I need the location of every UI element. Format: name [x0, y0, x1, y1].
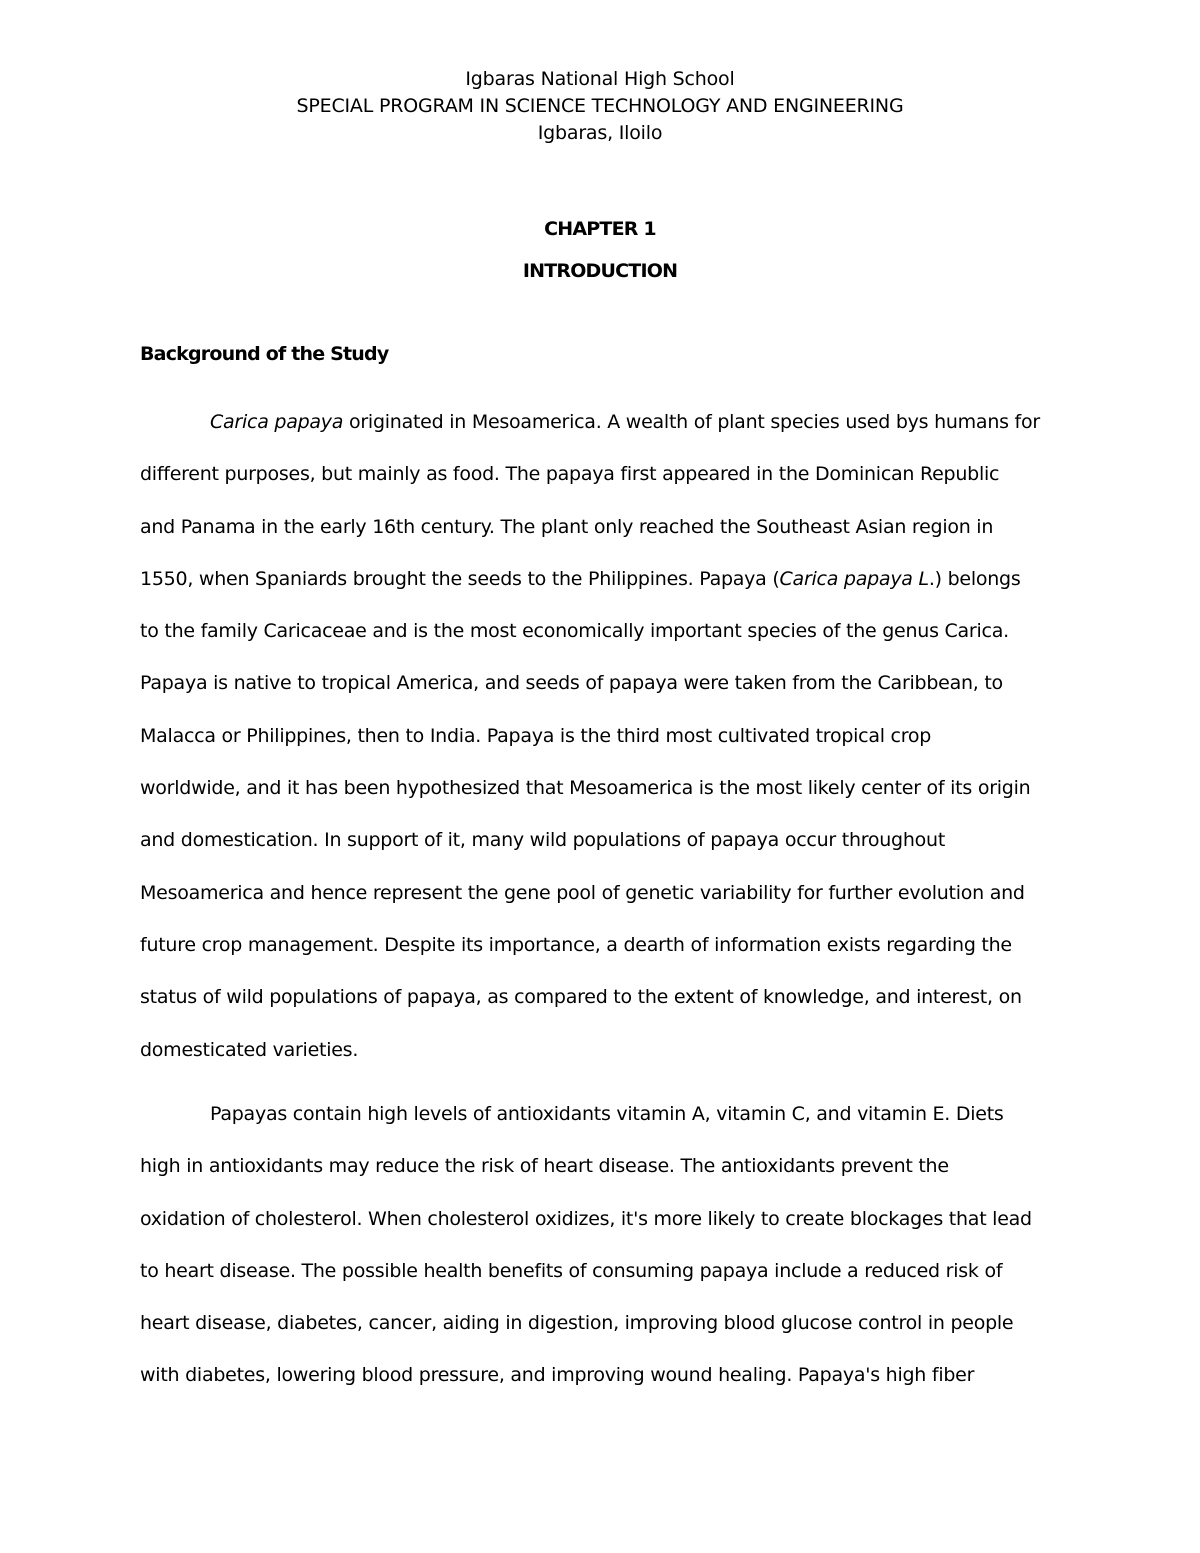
paragraph-line: future crop management. Despite its importance, a dearth of information exists regarding the: [140, 933, 1012, 956]
school-location: Igbaras, Iloilo: [537, 122, 663, 144]
program-name: SPECIAL PROGRAM IN SCIENCE TECHNOLOGY AND ENGINEERING: [296, 95, 904, 117]
paragraph-line: status of wild populations of papaya, as compared to the extent of knowledge, and interest, on: [140, 986, 1022, 1009]
paragraph-line: Mesoamerica and hence represent the gene pool of genetic variability for further evolution and: [140, 881, 1025, 904]
paragraph-line: heart disease, diabetes, cancer, aiding in digestion, improving blood glucose control in people: [140, 1312, 1014, 1335]
line-text: 1550, when Spaniards brought the seeds to the Philippines. Papaya (: [140, 567, 780, 590]
paragraph-line: Papayas contain high levels of antioxidants vitamin A, vitamin C, and vitamin E. Diets: [210, 1103, 1004, 1125]
paragraph-line: [140, 553, 1060, 605]
line-text: .) belongs: [928, 567, 1021, 590]
paragraph-line: to heart disease. The possible health benefits of consuming papaya include a reduced risk of: [140, 1259, 1003, 1282]
section-title: Background of the Study: [140, 343, 389, 365]
paragraph-line: worldwide, and it has been hypothesized that Mesoamerica is the most likely center of its origin: [140, 777, 1031, 800]
paragraph-line: domesticated varieties.: [140, 1038, 359, 1061]
paragraph-line: Malacca or Philippines, then to India. Papaya is the third most cultivated tropical crop: [140, 724, 932, 747]
paragraph-line: [140, 396, 1060, 448]
school-name: Igbaras National High School: [465, 68, 735, 90]
paragraph-line: with diabetes, lowering blood pressure, and improving wound healing. Papaya's high fiber: [140, 1364, 975, 1387]
paragraph-line: and domestication. In support of it, many wild populations of papaya occur throughout: [140, 829, 946, 852]
italic-species-name: Carica papaya: [210, 411, 344, 433]
paragraph-line: Papaya is native to tropical America, and seeds of papaya were taken from the Caribbean, to: [140, 672, 1003, 695]
italic-species-name: Carica papaya L: [779, 567, 929, 590]
chapter-heading: CHAPTER 1: [544, 218, 656, 240]
paragraph-1: [140, 396, 1060, 1076]
paragraph-line: different purposes, but mainly as food. The papaya first appeared in the Dominican Republic: [140, 463, 1000, 486]
paragraph-line: to the family Caricaceae and is the most economically important species of the genus Carica.: [140, 620, 1009, 643]
paragraph-line: and Panama in the early 16th century. The plant only reached the Southeast Asian region in: [140, 515, 994, 538]
chapter-title: INTRODUCTION: [522, 260, 678, 282]
document-header: [0, 66, 1200, 147]
paragraph-line: high in antioxidants may reduce the risk of heart disease. The antioxidants prevent the: [140, 1155, 949, 1178]
line-text: originated in Mesoamerica. A wealth of plant species used bys humans for: [343, 411, 1040, 433]
paragraph-2: [140, 1088, 1060, 1402]
paragraph-line: oxidation of cholesterol. When cholesterol oxidizes, it's more likely to create blockages that lead: [140, 1207, 1032, 1230]
